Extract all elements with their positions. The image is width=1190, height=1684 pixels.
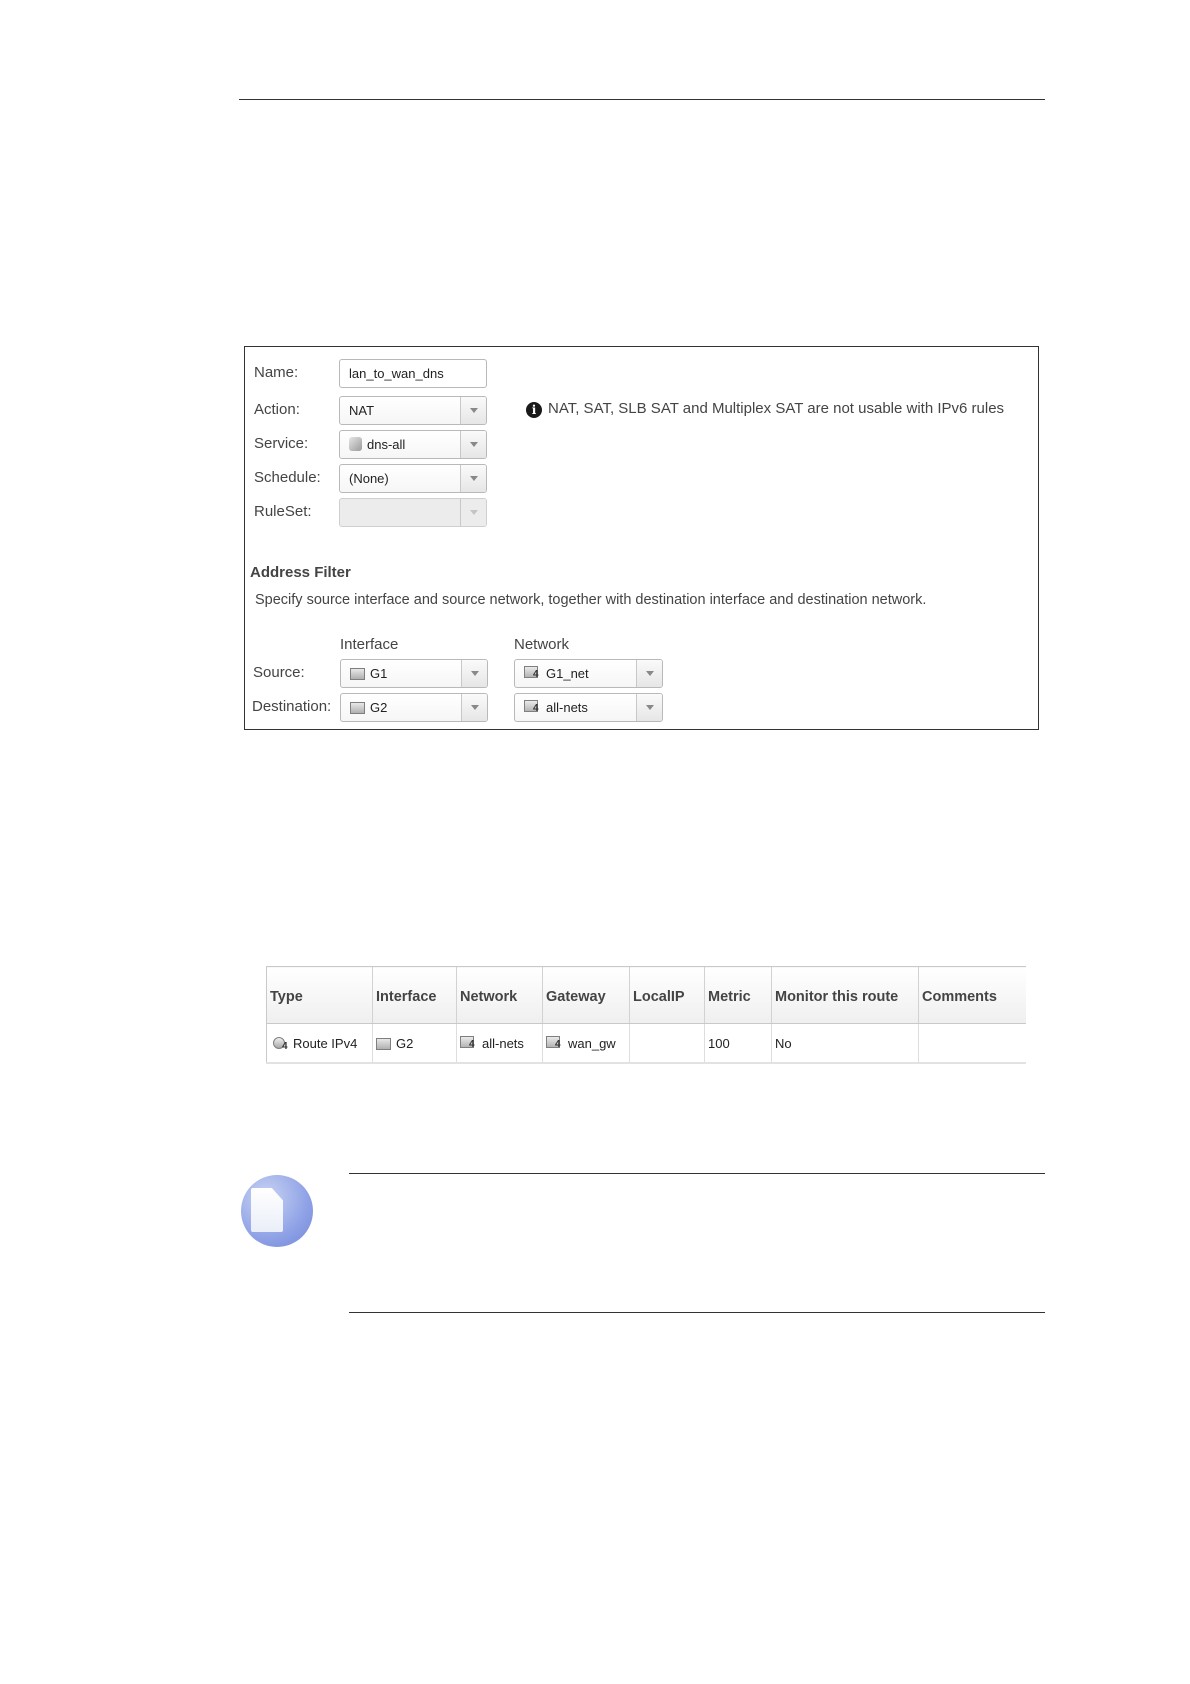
cell-interface-text: G2 [396,1035,414,1051]
action-label: Action: [254,401,300,418]
source-interface-value: G1 [370,666,388,681]
cell-metric: 100 [705,1024,772,1064]
column-header-network[interactable]: Network [457,967,543,1024]
cell-type-text: Route IPv4 [293,1035,358,1051]
ruleset-label: RuleSet: [254,503,312,520]
destination-network-dropdown-arrow-icon[interactable] [636,694,662,721]
source-network-select[interactable] [514,659,663,688]
interface-icon [350,702,365,714]
cell-comments [919,1024,1026,1064]
ipv4-address-icon: 4 [460,1036,477,1050]
source-network-value: G1_net [546,666,589,681]
destination-interface-select[interactable] [340,693,488,722]
service-select[interactable] [339,430,487,459]
action-dropdown-arrow-icon[interactable] [460,397,486,424]
column-header-localip[interactable]: LocalIP [630,967,705,1024]
ruleset-dropdown-arrow-icon [460,499,486,526]
cell-monitor: No [772,1024,919,1064]
cell-type [267,1024,373,1064]
schedule-label: Schedule: [254,469,321,486]
destination-label: Destination: [252,698,332,715]
table-header-row [267,967,1026,1024]
cell-interface [373,1024,457,1064]
address-filter-title: Address Filter [250,564,351,581]
action-select[interactable] [339,396,487,425]
service-value: dns-all [367,437,406,452]
source-network-dropdown-arrow-icon[interactable] [636,660,662,687]
table-row[interactable] [267,1024,1026,1064]
schedule-value: (None) [349,471,389,486]
column-header-monitor[interactable]: Monitor this route [772,967,919,1024]
action-value: NAT [349,403,375,418]
destination-network-select[interactable] [514,693,663,722]
service-object-icon [349,437,362,451]
column-header-gateway[interactable]: Gateway [543,967,630,1024]
cell-localip [630,1024,705,1064]
service-dropdown-arrow-icon[interactable] [460,431,486,458]
service-label: Service: [254,435,309,452]
address-filter-description: Specify source interface and source network, together with destination interface and destination network. [255,592,927,608]
column-header-type[interactable]: Type [267,967,373,1024]
page-header-rule [239,99,1045,100]
column-header-interface[interactable]: Interface [373,967,457,1024]
ipv4-address-icon: 4 [546,1036,563,1050]
interface-column-label: Interface [340,636,399,653]
source-interface-dropdown-arrow-icon[interactable] [461,660,487,687]
schedule-select[interactable] [339,464,487,493]
interface-icon [350,668,365,680]
cell-network-text: all-nets [482,1035,524,1051]
ipv4-address-icon: 4 [524,666,541,680]
info-circle-icon: i [526,402,542,418]
note-bottom-rule [349,1312,1045,1313]
column-header-comments[interactable]: Comments [919,967,1026,1024]
name-label: Name: [254,364,299,381]
cell-gateway [543,1024,630,1064]
cell-gateway-text: wan_gw [568,1035,616,1051]
routes-table [266,966,1026,1064]
source-interface-select[interactable] [340,659,488,688]
route-ipv4-icon: 4 [273,1037,291,1051]
destination-interface-dropdown-arrow-icon[interactable] [461,694,487,721]
schedule-dropdown-arrow-icon[interactable] [460,465,486,492]
ruleset-select [339,498,487,527]
destination-interface-value: G2 [370,700,388,715]
note-document-icon [241,1175,313,1247]
name-input[interactable] [339,359,487,388]
name-value: lan_to_wan_dns [349,366,444,381]
column-header-metric[interactable]: Metric [705,967,772,1024]
source-label: Source: [253,664,305,681]
note-top-rule [349,1173,1045,1174]
ipv4-address-icon: 4 [524,700,541,714]
cell-network [457,1024,543,1064]
ipv6-info-note: NAT, SAT, SLB SAT and Multiplex SAT are not usable with IPv6 rules [548,400,1005,417]
destination-network-value: all-nets [546,700,588,715]
interface-icon [376,1038,391,1050]
network-column-label: Network [514,636,570,653]
